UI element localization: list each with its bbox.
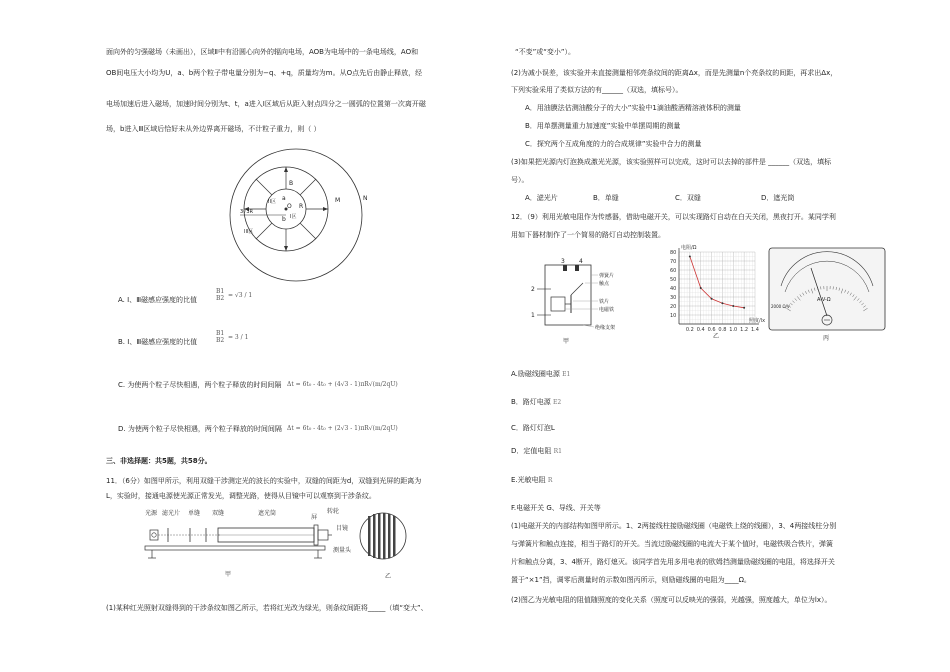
section-title: 三、非选择题：共5题，共58分。	[106, 457, 212, 465]
q12-sub1-line3: 片和触点分离，3、4断开，路灯熄灭。该同学首先用多用电表的欧姆挡测量励磁线圈的电阻，将选择开关	[511, 558, 835, 566]
option-b-text: Ⅰ、Ⅲ磁感应强度的比值	[127, 338, 198, 346]
label-o: O	[287, 203, 292, 210]
data-point	[689, 256, 691, 258]
option-a-value: = √3 / 1	[228, 292, 253, 299]
relay-label-magnet: 电磁铁	[599, 307, 615, 313]
relay-caption: 甲	[563, 338, 570, 345]
label-tube: 遮光筒	[258, 510, 277, 517]
field-region-figure	[226, 145, 366, 285]
option-d-letter: D.	[118, 425, 126, 433]
q11-sub3-opt-a: A．滤光片	[525, 194, 558, 202]
option-c-letter: C.	[118, 381, 126, 389]
y-tick-label: 30	[670, 295, 677, 301]
option-a-ratio: B1 B2	[216, 288, 225, 302]
component-e: E.光敏电阻 R	[511, 476, 553, 484]
interference-apparatus-figure	[140, 508, 400, 583]
q11-sub2-opt-a: A．用油膜法估测油酸分子的大小”实验中1滴油酸酒精溶液体积的测量	[525, 104, 741, 112]
relay-label-spring: 弹簧片	[599, 273, 615, 279]
multimeter-figure	[767, 246, 887, 344]
component-f: F.电磁开关 G、导线、开关等	[511, 504, 601, 512]
label-filter: 滤光片	[162, 510, 181, 517]
option-d-formula: Δt = 6t₀ - 4t₀ + (2√3 - 1)πR√(m/2qU)	[287, 425, 398, 432]
q12-sub2: (2)图乙为光敏电阻的阻值随照度的变化关系（照度可以反映光的强弱，光越强，照度越大，单位为lx）。	[511, 596, 832, 604]
label-a: a	[282, 195, 286, 202]
relay-figure	[523, 255, 653, 350]
label-R: R	[299, 203, 304, 210]
component-c: C．路灯灯泡L	[511, 424, 555, 432]
q11-sub2-line2: 下列实验采用了类似方法的有______（双选，填标号）。	[511, 86, 683, 94]
label-M: M	[335, 197, 341, 204]
x-tick-label: 0.2	[685, 327, 694, 333]
label-screen: 屏	[311, 514, 318, 521]
option-b-ratio: B1 B2	[216, 330, 225, 344]
component-d: D．定值电阻 R1	[511, 447, 562, 455]
q11-sub1-continued: “不变”或“变小”）。	[515, 48, 576, 56]
q11-sub1: (1)某种红光照射双缝得到的干涉条纹如图乙所示，若将红光改为绿光，则条纹间距将_____（填“变大”、	[106, 604, 428, 612]
relay-label-iron: 铁片	[599, 299, 610, 305]
label-single-slit: 单缝	[188, 510, 201, 517]
y-tick-label: 50	[670, 277, 677, 283]
meter-caption: 丙	[823, 335, 830, 342]
x-tick-label: 0.6	[707, 327, 716, 333]
relay-label-contact: 触点	[599, 281, 610, 287]
relay-terminal-4: 4	[579, 258, 583, 265]
data-point	[721, 302, 723, 304]
option-a-letter: A.	[118, 296, 125, 304]
option-a	[118, 296, 197, 305]
relay-terminal-2: 2	[531, 286, 535, 293]
y-tick-label: 20	[670, 304, 677, 310]
relay-terminal-3: 3	[561, 258, 565, 265]
meter-left-label: 2000 Ω/V	[771, 304, 790, 309]
x-tick-label: 1.0	[729, 327, 738, 333]
label-region1: I区	[290, 214, 297, 220]
q11-sub3-opt-b: B．单缝	[593, 194, 619, 202]
data-point	[711, 298, 713, 300]
y-tick-label: 60	[670, 268, 677, 274]
y-tick-label: 40	[670, 286, 677, 292]
intro-line-1: 面向外的匀强磁场（未画出），区域Ⅱ中有沿圆心向外的辐向电场，AOB为电场中的一条电场线，AO和	[106, 48, 419, 56]
q12-sub1-line1: (1)电磁开关的内部结构如图甲所示。1、2两接线柱接励磁线圈（电磁铁上绕的线圈），3、4两接线柱分别	[511, 522, 837, 530]
q12-line-2: 用如下器材制作了一个简易的路灯自动控制装置。	[511, 231, 665, 239]
y-tick-label: 10	[670, 313, 677, 319]
data-point	[700, 287, 702, 289]
data-point	[732, 305, 734, 307]
component-b: B．路灯电源 E2	[511, 398, 562, 406]
option-c-formula: Δt = 6t₀ - 4t₀ + (4√3 - 1)πR√(m/2qU)	[287, 381, 398, 388]
label-region3: III区	[244, 229, 254, 235]
option-c-text: 为使两个粒子尽快相遇，两个粒子释放的时间间隔	[127, 381, 282, 389]
figure-jia-caption: 甲	[225, 571, 232, 578]
option-c	[118, 381, 281, 390]
x-axis-label: 照度/lx	[749, 318, 766, 324]
figure-yi-caption: 乙	[385, 573, 392, 580]
q11-sub3-line1: (3)如果把光源内灯泡换成激光光源，该实验照样可以完成，这时可以去掉的部件是 ______（双选，填标	[511, 158, 832, 166]
x-tick-label: 0.8	[718, 327, 727, 333]
intro-line-2: OB间电压大小均为U，a、b两个粒子带电量分别为−q、+q，质量均为m。从O点先后由静止释放，经	[106, 69, 423, 77]
label-B: B	[289, 180, 294, 187]
component-a: A.励磁线圈电源 E1	[511, 370, 571, 378]
y-axis-label: 电阻/Ω	[681, 245, 697, 251]
resistance-illuminance-chart	[657, 242, 767, 340]
q11-sub3-opt-d: D．遮光筒	[761, 194, 795, 202]
label-measure-head: 测量头	[333, 547, 352, 554]
option-b-letter: B.	[118, 338, 126, 346]
label-light-source: 光源	[145, 510, 158, 517]
y-tick-label: 70	[670, 259, 677, 265]
option-b	[118, 338, 197, 347]
option-a-text: Ⅰ、Ⅲ磁感应强度的比值	[127, 296, 198, 304]
relay-label-stand: 绝缘支架	[595, 325, 616, 331]
relay-terminal-1: 1	[531, 312, 535, 319]
x-tick-label: 0.4	[696, 327, 705, 333]
q12-line-1: 12．（9）利用光敏电阻作为传感器，借助电磁开关，可以实现路灯自动在白天关闭，黑夜打开。某同学利	[511, 213, 836, 221]
intro-line-4: 场，b进入Ⅲ区域后恰好未从外边界离开磁场，不计粒子重力，则（ ）	[106, 125, 321, 133]
option-d-text: 为使两个粒子尽快相遇，两个粒子释放的时间间隔	[127, 425, 282, 433]
option-b-value: = 3 / 1	[228, 334, 249, 341]
x-tick-label: 1.2	[740, 327, 749, 333]
label-dim: 3√3R	[240, 209, 254, 215]
label-region2: II区	[268, 199, 276, 205]
label-N: N	[363, 195, 368, 202]
y-tick-label: 80	[670, 250, 677, 256]
q11-sub3-opt-c: C．双缝	[675, 194, 701, 202]
intro-line-3: 电场加速后进入磁场，加速时间分别为t、t，a进入Ⅰ区域后从距入射点四分之一圆弧的位置第一次离开磁	[106, 100, 426, 108]
q12-sub1-line2: 与弹簧片和触点连接，相当于路灯的开关。当流过励磁线圈的电流大于某个值时，电磁铁吸合铁片，弹簧	[511, 540, 833, 548]
data-point	[743, 307, 745, 309]
chart-caption: 乙	[713, 333, 720, 340]
q11-sub2-line1: (2)为减小误差，该实验并未直接测量相邻亮条纹间的距离Δx，而是先测量n个亮条纹的间距，再求出Δx，	[511, 69, 838, 77]
q11-sub3-line2: 号）。	[511, 176, 529, 184]
label-b: b	[282, 216, 286, 223]
q11-line-2: L，实验时，接通电源使光源正常发光，调整光路，使得从目镜中可以观察到干涉条纹。	[106, 492, 376, 500]
q11-line-1: 11．（6分）如图甲所示，利用双缝干涉测定光的波长的实验中，双缝的间距为d，双缝到光屏的距离为	[106, 477, 422, 485]
x-tick-label: 1.4	[751, 327, 759, 333]
meter-mid-label: A-V-Ω	[817, 297, 831, 303]
label-double-slit: 双缝	[212, 510, 225, 517]
q11-sub2-opt-b: B．用单摆测量重力加速度”实验中单摆周期的测量	[525, 122, 681, 130]
label-eyepiece: 目镜	[336, 525, 349, 532]
q12-sub1-line4: 置于“×1”挡，调零后测量时的示数如图丙所示，则励磁线圈的电阻为____Ω。	[511, 576, 751, 584]
q11-sub2-opt-c: C．探究两个互成角度的力的合成规律”实验中合力的测量	[525, 140, 702, 148]
label-wheel: 转轮	[327, 508, 340, 515]
option-d	[118, 425, 282, 434]
